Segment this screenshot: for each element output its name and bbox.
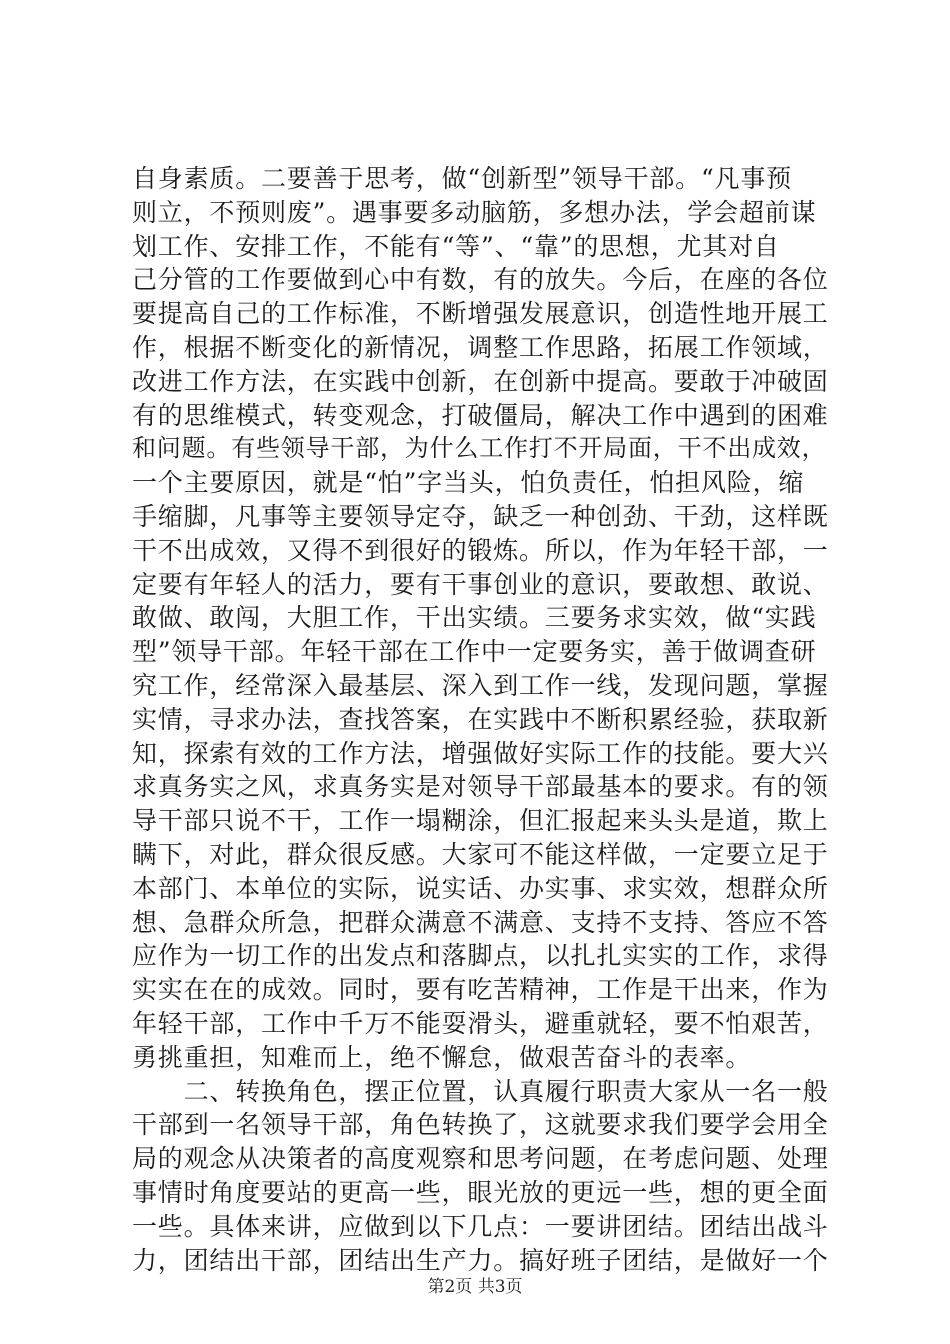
text-line: 一个主要原因，就是“怕”字当头，怕负责任，怕担风险，缩: [132, 468, 805, 498]
page-number-label: 第2页 共3页: [427, 1277, 523, 1297]
text-line: 实情，寻求办法，查找答案，在实践中不断积累经验，获取新: [132, 704, 829, 734]
text-line: 知，探索有效的工作方法，增强做好实际工作的技能。要大兴: [132, 738, 829, 768]
text-line: 型”领导干部。年轻干部在工作中一定要务实，善于做调查研: [132, 637, 817, 667]
text-line: 干不出成效，又得不到很好的锻炼。所以，作为年轻干部，一: [132, 535, 829, 565]
text-line: 一些。具体来讲，应做到以下几点：一要讲团结。团结出战斗: [132, 1211, 829, 1241]
text-line: 自身素质。二要善于思考，做“创新型”领导干部。“凡事预: [132, 164, 792, 193]
text-line: 则立，不预则废”。遇事要多动脑筋，多想办法，学会超前谋: [132, 197, 817, 227]
text-line: 作，根据不断变化的新情况，调整工作思路，拓展工作领域，: [132, 332, 829, 362]
text-line: 己分管的工作要做到心中有数，有的放失。今后，在座的各位: [132, 265, 829, 295]
text-line: 事情时角度要站的更高一些，眼光放的更远一些，想的更全面: [132, 1177, 829, 1207]
text-line: 勇挑重担，知难而上，绝不懈怠，做艰苦奋斗的表率。: [132, 1042, 752, 1072]
text-line: 导干部只说不干，工作一塌糊涂，但汇报起来头头是道，欺上: [132, 806, 829, 836]
text-line: 和问题。有些领导干部，为什么工作打不开局面，干不出成效，: [132, 434, 827, 463]
body-text: [132, 162, 832, 1277]
text-line: 本部门、本单位的实际，说实话、办实事、求实效，想群众所: [132, 873, 829, 903]
text-line: 想、急群众所急，把群众满意不满意、支持不支持、答应不答: [132, 907, 829, 937]
text-line: 干部到一名领导干部，角色转换了，这就要求我们要学会用全: [132, 1110, 829, 1140]
text-line: 敢做、敢闯，大胆工作，干出实绩。三要务求实效，做“实践: [132, 603, 817, 633]
text-line: 求真务实之风，求真务实是对领导干部最基本的要求。有的领: [132, 772, 829, 802]
text-line: 局的观念从决策者的高度观察和思考问题，在考虑问题、处理: [132, 1144, 829, 1174]
text-line: 瞒下，对此，群众很反感。大家可不能这样做，一定要立足于: [132, 839, 829, 869]
text-line: 要提高自己的工作标准，不断增强发展意识，创造性地开展工: [132, 299, 829, 329]
text-line: 应作为一切工作的出发点和落脚点，以扎扎实实的工作，求得: [132, 941, 829, 971]
text-line: 定要有年轻人的活力，要有干事创业的意识，要敢想、敢说、: [132, 569, 829, 599]
text-line: 实实在在的成效。同时，要有吃苦精神，工作是干出来，作为: [132, 975, 829, 1005]
text-line: 有的思维模式，转变观念，打破僵局，解决工作中遇到的困难: [132, 400, 829, 430]
text-line: 手缩脚，凡事等主要领导定夺，缺乏一种创劲、干劲，这样既: [132, 501, 829, 531]
text-line: 年轻干部，工作中千万不能耍滑头，避重就轻，要不怕艰苦，: [132, 1008, 829, 1038]
text-line: 二、转换角色，摆正位置，认真履行职责大家从一名一般: [132, 1076, 829, 1106]
text-line: 究工作，经常深入最基层、深入到工作一线，发现问题，掌握: [132, 670, 829, 700]
text-line: 划工作、安排工作，不能有“等”、“靠”的思想，尤其对自: [132, 231, 780, 261]
text-line: 改进工作方法，在实践中创新，在创新中提高。要敢于冲破固: [132, 366, 829, 396]
page-footer: [0, 1276, 950, 1298]
text-line: 力，团结出干部，团结出生产力。搞好班子团结，是做好一个: [132, 1245, 829, 1275]
